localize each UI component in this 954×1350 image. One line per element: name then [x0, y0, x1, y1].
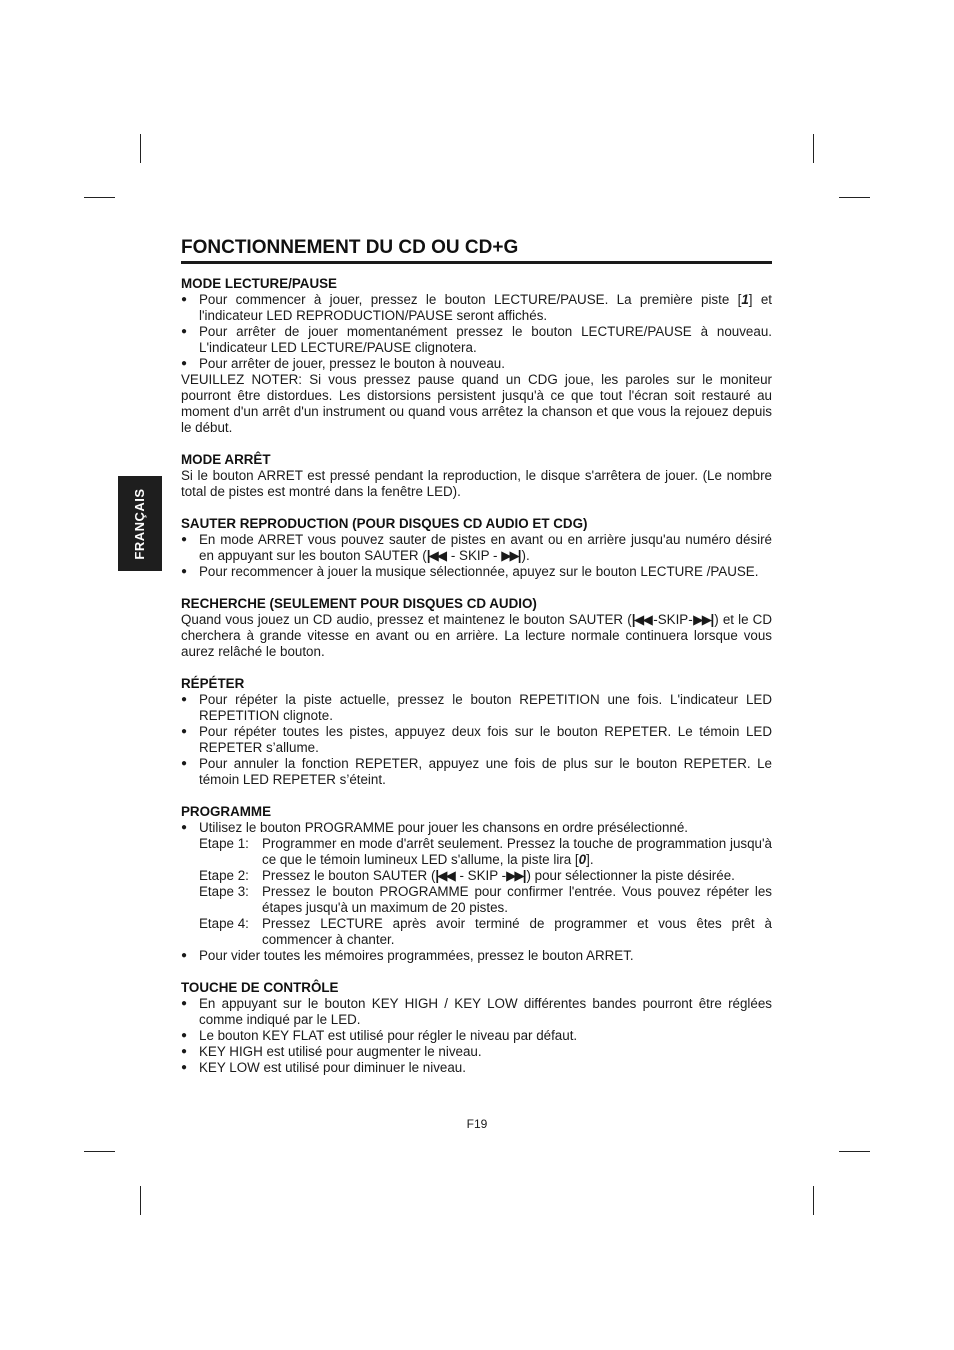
- list-item: ● Pour commencer à jouer, pressez le bouton LECTURE/PAUSE. La première piste [1] et l'indicateur LED REPRODUCTION/PAUSE seront affichés.: [181, 292, 772, 324]
- skip-forward-icon: ▶▶|: [501, 548, 520, 563]
- paragraph: Quand vous jouez un CD audio, pressez et maintenez le bouton SAUTER (|◀◀ -SKIP-▶▶| ) et le CD cherchera à grande vitesse en avant ou en arrière. La lecture normale continuera lorsque vous aurez relâché le bouton.: [181, 612, 773, 659]
- crop-mark-bottom-right-h: [839, 1151, 870, 1152]
- section-heading: MODE ARRÊT: [181, 452, 271, 467]
- section-heading: TOUCHE DE CONTRÔLE: [181, 980, 339, 995]
- list-item: ● Pour recommencer à jouer la musique sélectionnée, apuyez sur le bouton LECTURE /PAUSE.: [181, 564, 772, 580]
- paragraph: Si le bouton ARRET est pressé pendant la reproduction, le disque s'arrêtera de jouer. (Le nombre total de pistes est montré dans la fenêtre LED).: [181, 468, 772, 499]
- step-text: Programmer en mode d'arrêt seulement. Pressez la touche de programmation jusqu'à ce que le témoin lumineux LED s'allume, la piste lira [0].: [262, 836, 772, 867]
- skip-back-icon: |◀◀: [435, 868, 454, 883]
- language-tab: [118, 476, 162, 571]
- step-text: Pressez le bouton SAUTER (|◀◀ - SKIP -▶▶| ) pour sélectionner la piste désirée.: [262, 868, 735, 883]
- section-heading: RÉPÉTER: [181, 676, 245, 691]
- crop-mark-bottom-right-v: [813, 1186, 814, 1215]
- skip-back-icon: |◀◀: [631, 612, 652, 627]
- section-repeter: [181, 676, 772, 788]
- section-recherche: [181, 596, 772, 660]
- list-item: ● En mode ARRET vous pouvez sauter de pistes en avant ou en arrière jusqu'au numéro désiré en appuyant sur les bouton SAUTER (|◀◀ - SKIP - ▶▶| ).: [181, 532, 772, 564]
- section-touche-controle: [181, 980, 772, 1076]
- section-mode-arret: [181, 452, 772, 500]
- step-1: [199, 836, 772, 868]
- language-tab-label: FRANÇAIS: [132, 487, 147, 560]
- page-number: F19: [466, 1117, 488, 1131]
- step-label: Etape 1:: [199, 836, 249, 851]
- list-item: ● Pour arrêter de jouer momentanément pressez le bouton LECTURE/PAUSE à nouveau. L'indicateur LED LECTURE/PAUSE clignotera.: [181, 324, 772, 356]
- section-lecture-pause: [181, 276, 772, 436]
- skip-forward-icon: ▶▶|: [506, 868, 525, 883]
- crop-mark-top-left-h: [84, 197, 115, 198]
- led-digit: 0: [578, 852, 587, 867]
- list-item: ● Pour répéter la piste actuelle, pressez le bouton REPETITION une fois. L'indicateur LED REPETITION clignote.: [181, 692, 772, 724]
- note-paragraph: VEUILLEZ NOTER: Si vous pressez pause quand un CDG joue, les paroles sur le moniteur pourront être distordues. Les distorsions persistent jusqu'à ce que tout l'écran soit restauré au moment d'un arrêt d'un instrument ou quand vous arrêtez la chanson et que vous la rejouez depuis le début.: [181, 372, 772, 435]
- page-title: FONCTIONNEMENT DU CD OU CD+G: [181, 236, 772, 264]
- section-programme: [181, 804, 772, 964]
- list-item: ● Pour répéter toutes les pistes, appuyez deux fois sur le bouton REPETER. Le témoin LED REPETER s’allume.: [181, 724, 772, 756]
- program-steps: [181, 836, 772, 948]
- page-content: [181, 236, 772, 1076]
- step-label: Etape 4:: [199, 916, 249, 931]
- step-text: Pressez LECTURE après avoir terminé de programmer et vous êtes prêt à commencer à chanter.: [262, 916, 772, 947]
- skip-forward-icon: ▶▶|: [692, 612, 713, 627]
- step-label: Etape 2:: [199, 868, 249, 883]
- step-2: [199, 868, 772, 884]
- list-item: ● Pour annuler la fonction REPETER, appuyez une fois de plus sur le bouton REPETER. Le témoin LED REPETER s’éteint.: [181, 756, 772, 788]
- list-item: ● Le bouton KEY FLAT est utilisé pour régler le niveau par défaut.: [181, 1028, 772, 1044]
- section-sauter: [181, 516, 772, 580]
- step-4: [199, 916, 772, 948]
- section-heading: MODE LECTURE/PAUSE: [181, 276, 337, 291]
- crop-mark-top-left-v: [140, 134, 141, 163]
- crop-mark-top-right-v: [813, 134, 814, 163]
- section-heading: PROGRAMME: [181, 804, 272, 819]
- list-item: ● KEY LOW est utilisé pour diminuer le niveau.: [181, 1060, 772, 1076]
- list-item: ● Utilisez le bouton PROGRAMME pour jouer les chansons en ordre présélectionné.: [181, 820, 772, 836]
- step-label: Etape 3:: [199, 884, 249, 899]
- crop-mark-bottom-left-v: [140, 1186, 141, 1215]
- crop-mark-top-right-h: [839, 197, 870, 198]
- list-item: ● Pour vider toutes les mémoires programmées, pressez le bouton ARRET.: [181, 948, 772, 964]
- step-3: [199, 884, 772, 916]
- section-heading: SAUTER REPRODUCTION (POUR DISQUES CD AUDIO ET CDG): [181, 516, 588, 531]
- list-item: ● Pour arrêter de jouer, pressez le bouton à nouveau.: [181, 356, 772, 372]
- section-heading: RECHERCHE (SEULEMENT POUR DISQUES CD AUDIO): [181, 596, 537, 611]
- skip-back-icon: |◀◀: [426, 548, 446, 563]
- list-item: ● KEY HIGH est utilisé pour augmenter le niveau.: [181, 1044, 772, 1060]
- crop-mark-bottom-left-h: [84, 1151, 115, 1152]
- led-digit: 1: [741, 292, 749, 307]
- step-text: Pressez le bouton PROGRAMME pour confirmer l'entrée. Vous pouvez répéter les étapes jusqu'à un maximum de 20 pistes.: [262, 884, 772, 915]
- list-item: ● En appuyant sur le bouton KEY HIGH / KEY LOW différentes bandes pourront être réglées comme indiqué par le LED.: [181, 996, 772, 1028]
